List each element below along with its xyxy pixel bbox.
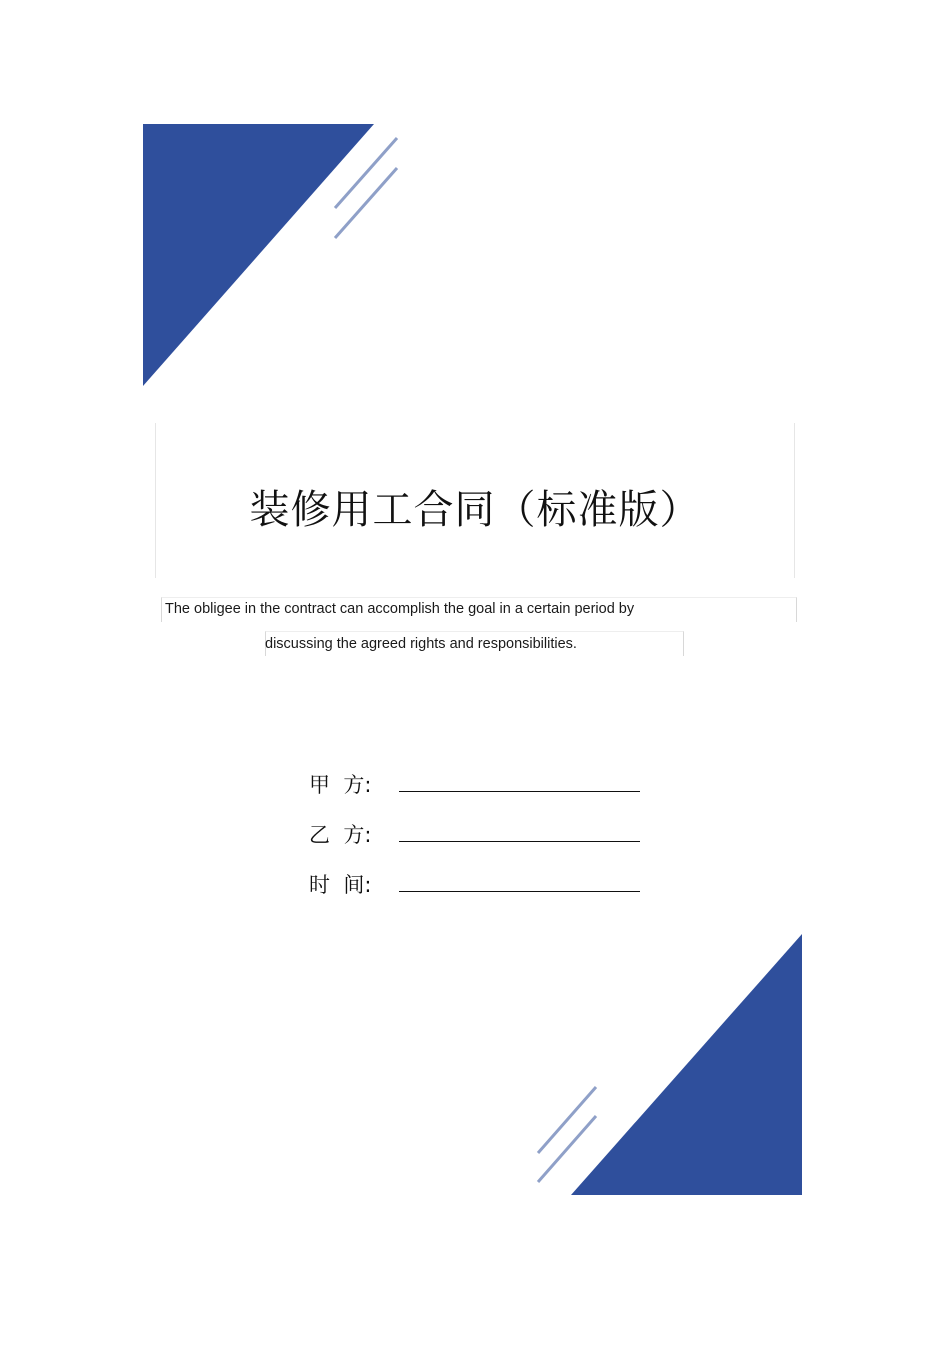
top-left-triangle: [143, 124, 374, 386]
party-a-label: 甲 方:: [309, 773, 372, 797]
bottom-right-triangle: [571, 934, 802, 1195]
top-stripe-2: [335, 168, 397, 238]
party-a-blank: [399, 771, 640, 792]
bottom-stripe-1: [538, 1087, 596, 1153]
date-label: 时 间:: [309, 873, 372, 897]
bottom-stripe-2: [538, 1116, 596, 1182]
top-left-decoration: [0, 0, 950, 420]
date-blank: [399, 871, 640, 892]
party-b-field: [309, 819, 640, 849]
party-b-label: 乙 方:: [309, 823, 372, 847]
date-field: [309, 869, 640, 899]
bottom-right-decoration: [0, 900, 950, 1220]
subtitle-line-1: The obligee in the contract can accomplish the goal in a certain period by: [165, 601, 635, 617]
document-title: 装修用工合同（标准版）: [249, 487, 701, 533]
party-a-field: [309, 769, 640, 799]
party-b-blank: [399, 821, 640, 842]
subtitle-line-2: discussing the agreed rights and responsibilities.: [265, 636, 577, 652]
